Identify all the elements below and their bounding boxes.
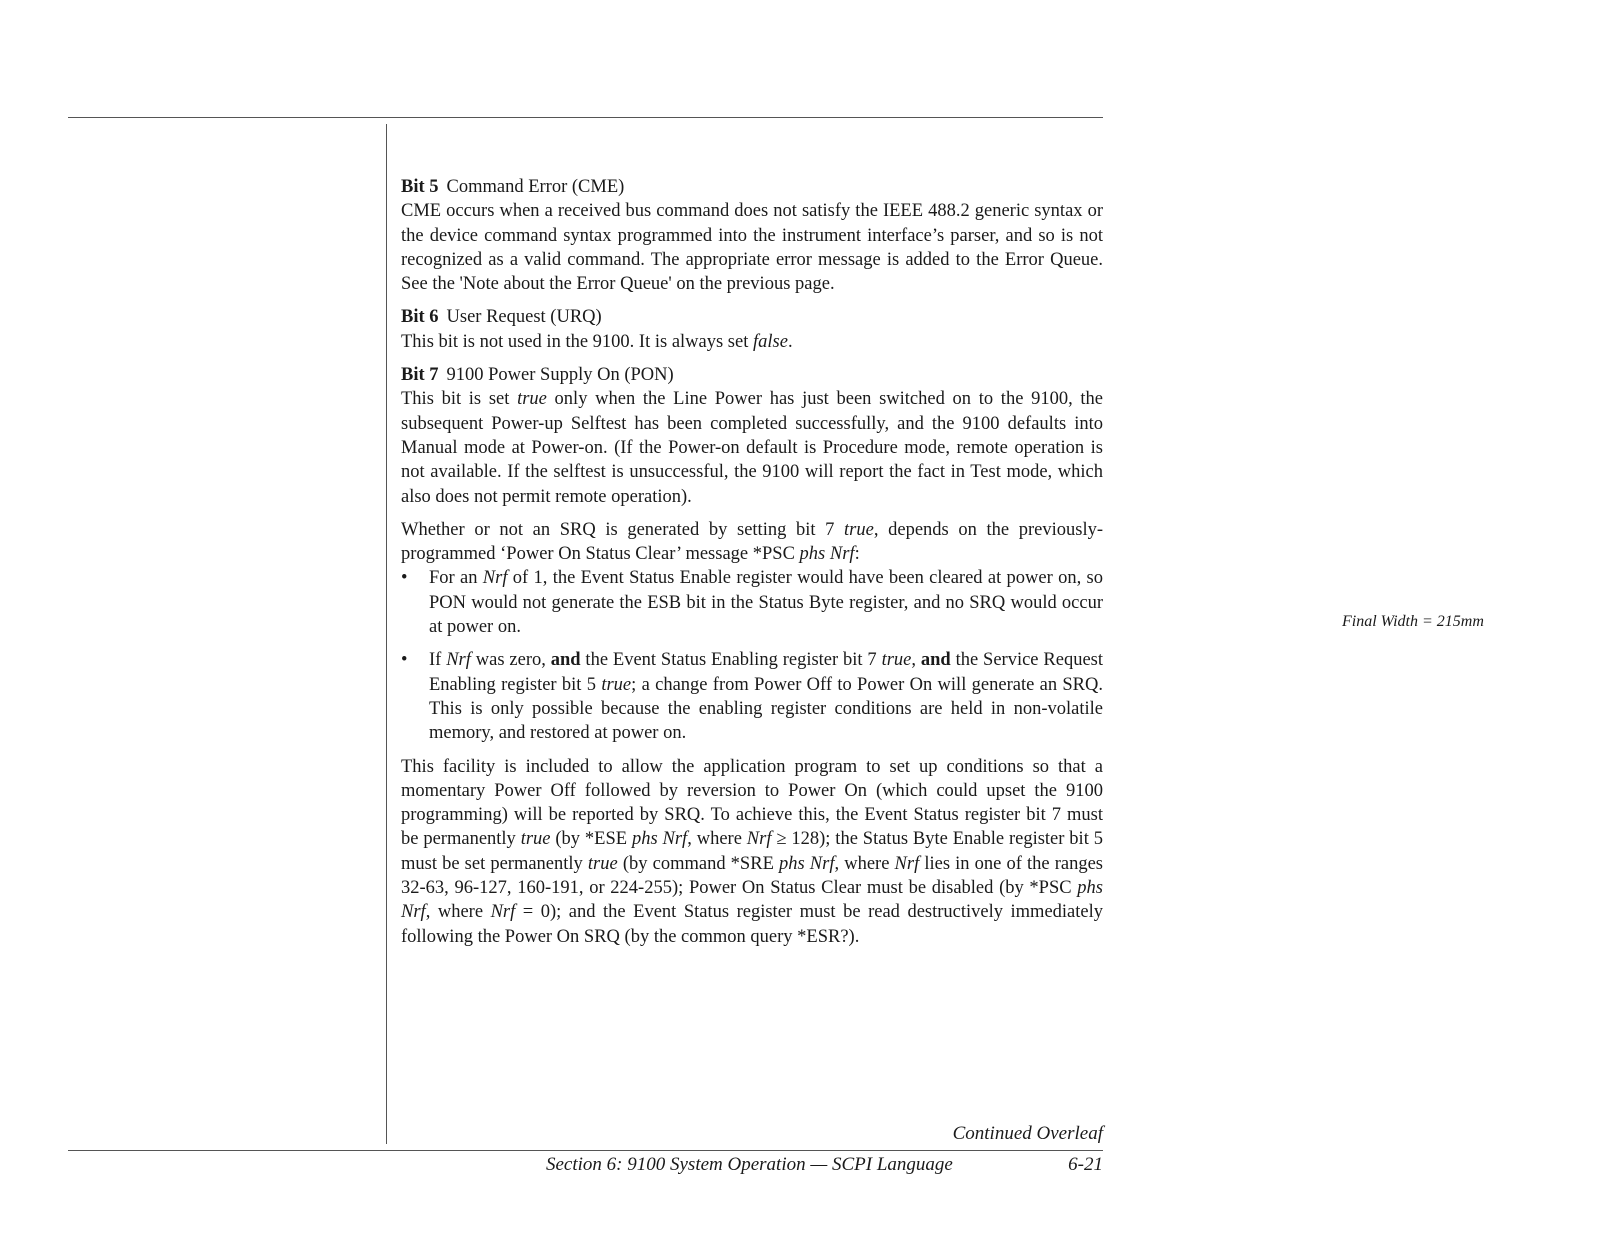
- italic-true: true: [517, 389, 547, 410]
- text-run: .: [787, 331, 793, 352]
- italic-nrf: Nrf: [446, 650, 471, 671]
- bit7-title: 9100 Power Supply On (PON): [446, 365, 674, 386]
- italic-phs-nrf: phs Nrf: [778, 853, 835, 874]
- text-run: (by command *SRE: [617, 853, 779, 874]
- bit6-section: [401, 305, 1103, 354]
- text-run: This bit is set: [401, 389, 518, 410]
- italic-false: false: [753, 331, 788, 352]
- bit5-heading: [401, 175, 1103, 199]
- bit6-label: Bit 6: [401, 307, 439, 328]
- italic-phs-nrf: phs Nrf: [799, 544, 855, 565]
- text-run: , where: [425, 902, 491, 923]
- continued-overleaf: Continued Overleaf: [952, 1123, 1103, 1144]
- bullet-item-nrf-one: [401, 566, 1103, 639]
- italic-true: true: [844, 519, 874, 540]
- footer-section-title: Section 6: 9100 System Operation — SCPI Language: [546, 1154, 953, 1175]
- bit6-heading: [401, 305, 1103, 329]
- text-run: :: [854, 544, 860, 565]
- text-run: , where: [687, 829, 747, 850]
- bold-and: and: [550, 650, 581, 671]
- italic-nrf: Nrf: [894, 853, 920, 874]
- bit7-heading: [401, 363, 1103, 387]
- text-run: lies in one of the ranges 32-63, 96-127, 160-191, or 224-255); Power On Status Clear must be disabled (by *PSC: [401, 853, 1103, 899]
- italic-phs-nrf: phs Nrf: [401, 878, 1103, 923]
- bullet-item-nrf-zero: [401, 648, 1103, 745]
- text-run: = 0); and the Event Status register must be read destructively immediately following the Power On SRQ (by the common query *ESR?).: [401, 902, 1103, 947]
- bit7-text: [401, 387, 1103, 508]
- bottom-rule: [68, 1150, 1103, 1151]
- bit6-text: [401, 330, 1103, 354]
- page-number: 6-21: [1068, 1154, 1103, 1175]
- text-run: If: [429, 650, 447, 671]
- italic-nrf: Nrf: [746, 829, 772, 850]
- italic-true: true: [881, 650, 912, 671]
- srq-paragraph: [401, 518, 1103, 567]
- text-run: For an: [429, 568, 483, 589]
- page-body: [401, 175, 1103, 949]
- bit7-section: [401, 363, 1103, 509]
- bullet-list: [401, 566, 1103, 745]
- text-run: the Service Request Enabling register bit 5: [429, 650, 1103, 695]
- italic-nrf: Nrf: [490, 902, 516, 923]
- text-run: was zero,: [470, 650, 551, 671]
- bit5-title: Command Error (CME): [446, 177, 625, 197]
- text-run: ,: [911, 650, 921, 671]
- italic-true: true: [520, 829, 551, 850]
- bit5-text: CME occurs when a received bus command does not satisfy the IEEE 488.2 generic syntax or the device command syntax programmed into the instrument interface’s parser, and so is not recognized as a valid command. The appropriate error message is added to the Error Queue. See the 'Note about the Error Queue' on the previous page.: [401, 201, 1103, 295]
- text-run: , where: [834, 853, 895, 874]
- bit6-title: User Request (URQ): [446, 307, 602, 328]
- final-width-note: Final Width = 215mm: [1342, 613, 1484, 630]
- text-run: , depends on the previously-programmed ‘Power On Status Clear’ message *PSC: [401, 519, 1103, 565]
- bold-and: and: [920, 650, 951, 671]
- italic-true: true: [601, 674, 632, 695]
- margin-rule: [386, 124, 387, 1144]
- bit5-label: Bit 5: [401, 177, 439, 197]
- italic-true: true: [587, 853, 618, 874]
- text-run: Whether or not an SRQ is generated by setting bit 7: [401, 519, 845, 540]
- facility-paragraph: [401, 755, 1103, 949]
- text-run: only when the Line Power has just been switched on to the 9100, the subsequent Power-up Selftest has been completed successfully, and the 9100 defaults into Manual mode at Power-on. (If the Power-on default is Procedure mode, remote operation is not available. If the selftest is unsuccessful, the 9100 will report the fact in Test mode, which also does not permit remote operation).: [401, 389, 1104, 507]
- text-run: ≥ 128); the Status Byte Enable register bit 5 must be set permanently: [401, 829, 1103, 874]
- italic-phs-nrf: phs Nrf: [631, 829, 688, 850]
- text-run: the Event Status Enabling register bit 7: [580, 650, 882, 671]
- text-run: (by *ESE: [550, 829, 632, 850]
- top-rule: [68, 117, 1103, 118]
- text-run: ; a change from Power Off to Power On will generate an SRQ. This is only possible because the enabling register conditions are held in non-volatile memory, and restored at power on.: [429, 674, 1103, 744]
- bit7-label: Bit 7: [401, 365, 439, 386]
- text-run: This bit is not used in the 9100. It is always set: [401, 331, 753, 352]
- text-run: of 1, the Event Status Enable register would have been cleared at power on, so PON would not generate the ESB bit in the Status Byte register, and no SRQ would occur at power on.: [429, 568, 1103, 638]
- bit5-section: [401, 175, 1103, 296]
- text-run: This facility is included to allow the application program to set up conditions so that a momentary Power Off followed by reversion to Power On (which could upset the 9100 programming) will be reported by SRQ. To achieve this, the Event Status register bit 7 must be permanently: [401, 756, 1103, 850]
- italic-nrf: Nrf: [482, 568, 508, 589]
